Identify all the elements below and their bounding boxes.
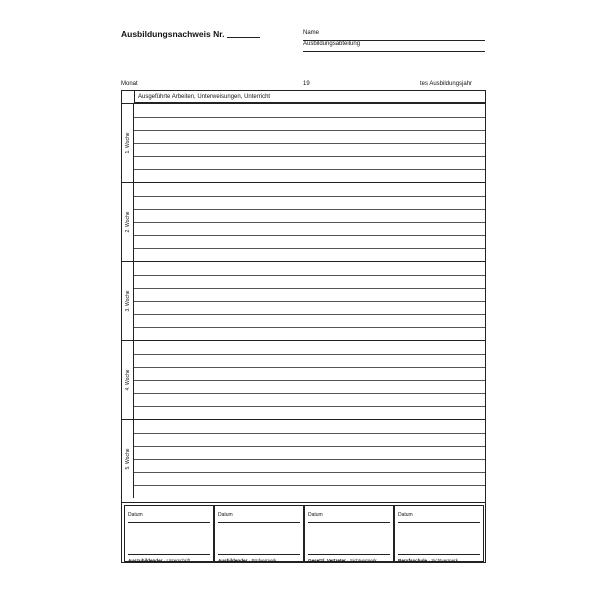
entry-line[interactable] [134, 248, 485, 249]
signature-type: · Prüfvermerk [247, 558, 277, 563]
week-label: 4. Woche [125, 369, 131, 391]
entry-line[interactable] [134, 433, 485, 434]
entry-line[interactable] [134, 235, 485, 236]
entry-line[interactable] [134, 156, 485, 157]
entry-line[interactable] [134, 130, 485, 131]
month-label: Monat [121, 81, 138, 87]
entry-line[interactable] [134, 314, 485, 315]
week-label-cell [122, 183, 134, 261]
signature-role: Gesetzl. Vertreter [308, 558, 346, 563]
signature-line[interactable] [308, 554, 390, 555]
week-label-cell [122, 104, 134, 182]
signature-type: · Unterschrift [162, 558, 191, 563]
signature-caption [218, 558, 276, 563]
entry-line[interactable] [134, 446, 485, 447]
signature-role: Ausbildender [218, 558, 248, 563]
date-label: Datum [398, 512, 413, 518]
column-header [134, 91, 485, 103]
entry-line[interactable] [134, 301, 485, 302]
signature-box-school[interactable] [394, 505, 484, 562]
form-title-text: Ausbildungsnachweis Nr. [121, 29, 225, 39]
training-year-label: tes Ausbildungsjahr [420, 81, 473, 87]
entry-line[interactable] [134, 380, 485, 381]
date-label: Datum [218, 512, 233, 518]
signature-type: · Sichtvermerk [345, 558, 377, 563]
date-label: Datum [308, 512, 323, 518]
entry-line[interactable] [134, 117, 485, 118]
date-line[interactable] [128, 522, 210, 523]
week-label-cell [122, 420, 134, 498]
week-block [122, 261, 485, 340]
department-label: Ausbildungsabteilung [303, 41, 361, 47]
date-label: Datum [128, 512, 143, 518]
week-block [122, 340, 485, 419]
signature-area [122, 502, 485, 562]
signature-caption [308, 558, 377, 563]
entry-line[interactable] [134, 275, 485, 276]
signature-line[interactable] [398, 554, 480, 555]
signature-caption [398, 558, 458, 563]
week-label-cell [122, 262, 134, 340]
entry-line[interactable] [134, 393, 485, 394]
year-prefix: 19 [303, 81, 310, 87]
activity-sheet [121, 90, 486, 563]
entry-line[interactable] [134, 367, 485, 368]
entry-line[interactable] [134, 196, 485, 197]
entry-line[interactable] [134, 143, 485, 144]
week-label: 3. Woche [125, 290, 131, 312]
entry-line[interactable] [134, 222, 485, 223]
name-label: Name [303, 30, 320, 36]
date-line[interactable] [398, 522, 480, 523]
entry-line[interactable] [134, 327, 485, 328]
report-number-field[interactable] [227, 37, 260, 38]
entry-line[interactable] [134, 209, 485, 210]
signature-role: Auszubildender [128, 558, 163, 563]
entry-line[interactable] [134, 169, 485, 170]
week-label: 2. Woche [125, 211, 131, 233]
week-block [122, 182, 485, 261]
signature-role: Berufsschule [398, 558, 428, 563]
entry-line[interactable] [134, 406, 485, 407]
date-line[interactable] [308, 522, 390, 523]
form-title [121, 29, 260, 39]
entry-line[interactable] [134, 288, 485, 289]
department-field[interactable] [303, 40, 485, 52]
week-block [122, 419, 485, 498]
signature-box-trainer[interactable] [214, 505, 304, 562]
date-line[interactable] [218, 522, 300, 523]
column-header-text: Ausgeführte Arbeiten, Unterweisungen, Unterricht [138, 94, 271, 100]
week-label: 5. Woche [125, 448, 131, 470]
signature-box-trainee[interactable] [124, 505, 214, 562]
entry-line[interactable] [134, 472, 485, 473]
signature-box-guardian[interactable] [304, 505, 394, 562]
week-block [122, 103, 485, 182]
entry-line[interactable] [134, 485, 485, 486]
signature-caption [128, 558, 190, 563]
week-label-cell [122, 341, 134, 419]
entry-line[interactable] [134, 459, 485, 460]
week-label: 1. Woche [125, 132, 131, 154]
signature-line[interactable] [128, 554, 210, 555]
entry-line[interactable] [134, 354, 485, 355]
signature-line[interactable] [218, 554, 300, 555]
signature-type: · Sichtvermerk [427, 558, 458, 563]
